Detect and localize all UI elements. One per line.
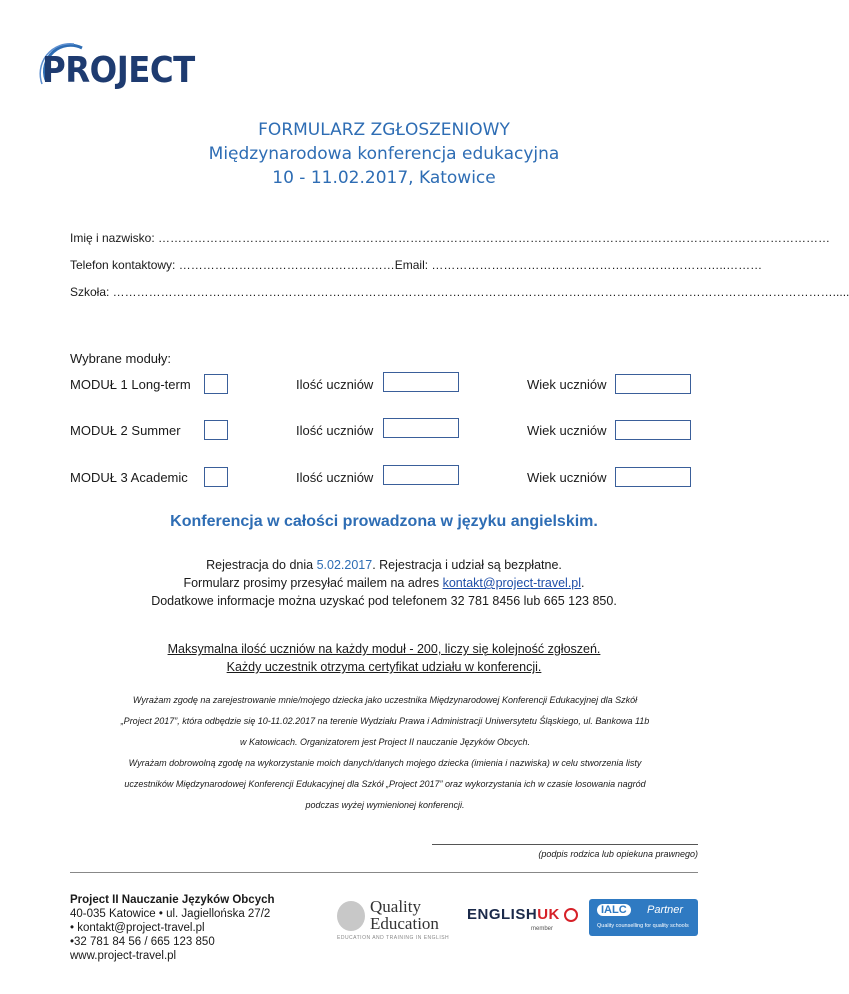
student-count-input[interactable] <box>383 418 459 438</box>
qe-line2: Education <box>370 914 439 933</box>
registration-text: . Rejestracja i udział są bezpłatne. <box>372 558 562 572</box>
english-uk-mark-icon <box>564 908 578 922</box>
student-age-label: Wiek uczniów <box>527 377 607 392</box>
student-count-input[interactable] <box>383 465 459 485</box>
project-logo <box>38 40 195 96</box>
english-uk-member: member <box>531 926 554 932</box>
registration-deadline: 5.02.2017 <box>316 558 373 572</box>
consent-line: Wyrażam dobrowolną zgodę na wykorzystanie moich danych/danych mojego dziecka (imienia i nazwiska) w celu stworzenia listy <box>128 758 642 768</box>
module-row <box>70 420 700 442</box>
certificate-line: Każdy uczestnik otrzyma certyfikat udziału w konferencji. <box>226 660 542 674</box>
consent-line: „Project 2017”, która odbędzie się 10-11.02.2017 na terenie Wydziału Prawa i Administracji Uniwersytetu Śląskiego, ul. Bankowa 11b <box>120 716 650 726</box>
ialc-partner: Partner <box>647 904 684 916</box>
student-age-label: Wiek uczniów <box>527 470 607 485</box>
contact-email-link[interactable]: kontakt@project-travel.pl <box>442 576 582 590</box>
company-name: Project II Nauczanie Języków Obcych <box>70 894 275 906</box>
logo-text: PROJECT <box>42 50 195 91</box>
student-age-input[interactable] <box>615 374 691 394</box>
student-age-input[interactable] <box>615 467 691 487</box>
student-count-label: Ilość uczniów <box>296 377 374 392</box>
company-phone: •32 781 84 56 / 665 123 850 <box>70 936 215 948</box>
company-website: www.project-travel.pl <box>70 950 177 962</box>
consent-line: w Katowicach. Organizatorem jest Project II nauczanie Języków Obcych. <box>239 737 531 747</box>
title-line-3: 10 - 11.02.2017, Katowice <box>272 168 496 188</box>
title-line-2: Międzynarodowa konferencja edukacyjna <box>208 144 560 164</box>
student-count-label: Ilość uczniów <box>296 423 374 438</box>
modules-heading: Wybrane moduły: <box>70 351 172 366</box>
limit-line: Maksymalna ilość uczniów na każdy moduł - 200, liczy się kolejność zgłoszeń. <box>167 642 601 656</box>
registration-info <box>0 556 768 610</box>
student-age-input[interactable] <box>615 420 691 440</box>
ialc-partner-logo <box>589 899 698 936</box>
consent-line: uczestników Międzynarodowej Konferencji Edukacyjnej dla Szkół „Project 2017” oraz wykorzystania ich w czasie losowania nagród <box>124 779 646 789</box>
ialc-slogan: Quality counselling for quality schools <box>597 923 689 929</box>
consent-clause <box>40 690 730 816</box>
signature-note: (podpis rodzica lub opiekuna prawnego) <box>538 849 698 859</box>
consent-line: Wyrażam zgodę na zarejestrowanie mnie/mojego dziecka jako uczestnika Międzynarodowej Konferencji Edukacyjnej dla Szkół <box>132 695 638 705</box>
ialc-name: IALC <box>597 904 631 916</box>
student-count-label: Ilość uczniów <box>296 470 374 485</box>
school-field[interactable]: Szkoła: ………………………………………………………………………………………………………………………………………………………………..... <box>70 285 849 299</box>
submission-text: . <box>581 576 585 590</box>
qe-tagline: EDUCATION AND TRAINING IN ENGLISH <box>337 935 450 941</box>
module-row <box>70 467 700 489</box>
signature-line[interactable] <box>432 844 698 845</box>
title-line-1: FORMULARZ ZGŁOSZENIOWY <box>258 120 510 140</box>
company-address: 40-035 Katowice • ul. Jagiellońska 27/2 <box>70 908 271 920</box>
module-checkbox[interactable] <box>204 374 228 394</box>
module-row <box>70 374 700 396</box>
module-checkbox[interactable] <box>204 420 228 440</box>
participant-limits <box>0 640 768 676</box>
footer-divider <box>70 872 698 873</box>
qe-line1: Quality <box>370 897 421 916</box>
consent-line: podczas wyżej wymienionej konferencji. <box>305 800 465 810</box>
english-uk-logo <box>467 906 585 936</box>
form-title <box>0 118 768 190</box>
name-field[interactable]: Imię i nazwisko: …………………………………………………………………………………………………………………………………………………… <box>70 231 831 245</box>
english-uk-text: ENGLISHUK <box>467 906 560 923</box>
submission-text: Formularz prosimy przesyłać mailem na adres <box>183 576 443 590</box>
conference-language-note: Konferencja w całości prowadzona w języku angielskim. <box>170 513 598 530</box>
student-count-input[interactable] <box>383 372 459 392</box>
registration-text: Rejestracja do dnia <box>206 558 317 572</box>
module-label: MODUŁ 1 Long-term <box>70 377 191 392</box>
module-label: MODUŁ 3 Academic <box>70 470 188 485</box>
phone-email-field[interactable]: Telefon kontaktowy: ………………………………………………Email: ………………………………………………………………..……… <box>70 258 763 272</box>
module-checkbox[interactable] <box>204 467 228 487</box>
module-label: MODUŁ 2 Summer <box>70 423 181 438</box>
additional-info-text: Dodatkowe informacje można uzyskać pod telefonem 32 781 8456 lub 665 123 850. <box>151 594 617 608</box>
company-email: • kontakt@project-travel.pl <box>70 922 205 934</box>
quality-education-logo <box>337 897 455 943</box>
footer-contact <box>70 893 275 963</box>
quality-education-mark-icon <box>337 901 365 931</box>
student-age-label: Wiek uczniów <box>527 423 607 438</box>
